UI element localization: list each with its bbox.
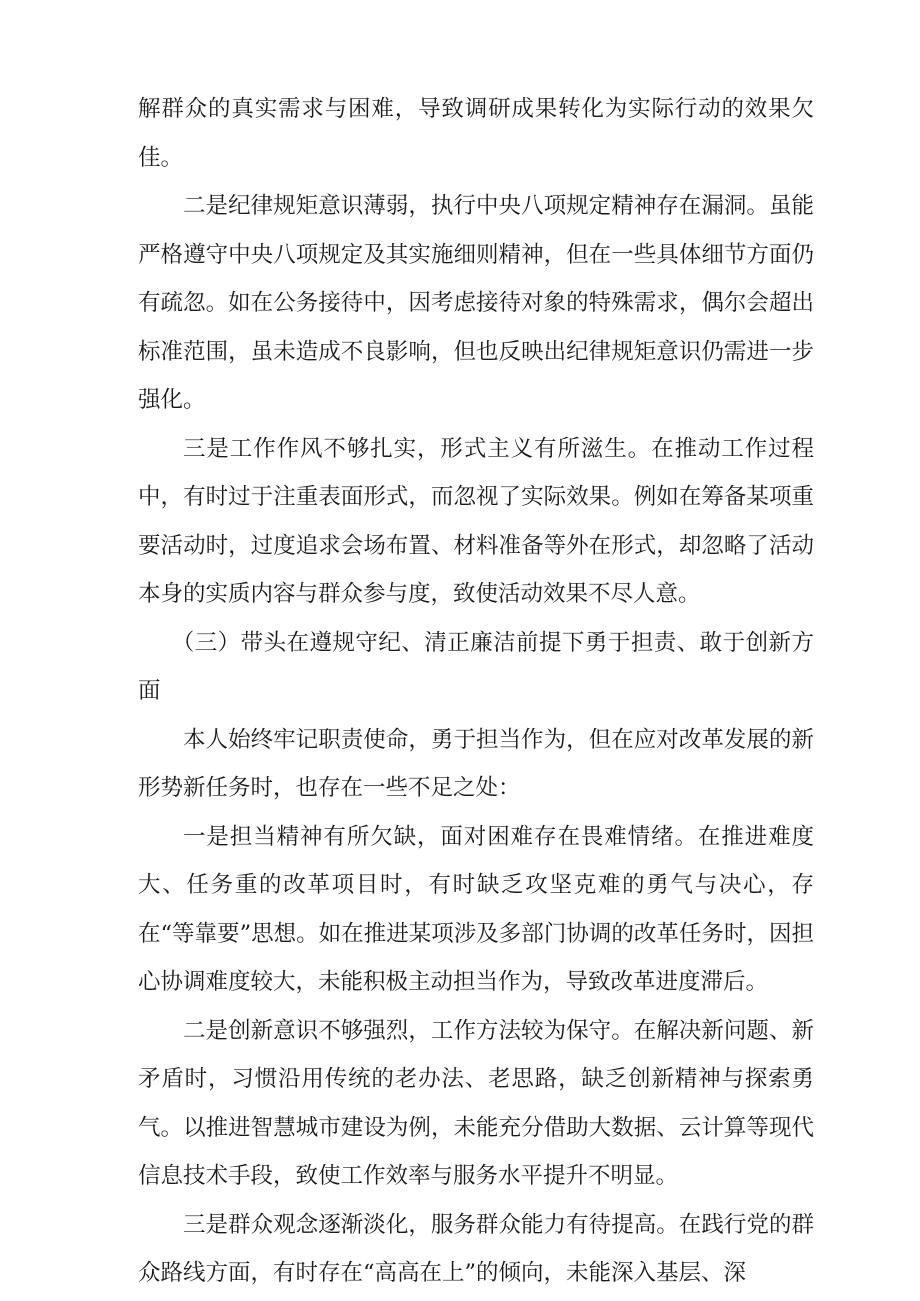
- paragraph-continuation: 解群众的真实需求与困难，导致调研成果转化为实际行动的效果欠佳。: [138, 96, 814, 171]
- section-heading-3: （三）带头在遵规守纪、清正廉洁前提下勇于担责、敢于创新方面: [138, 629, 814, 704]
- document-page: [138, 85, 814, 1298]
- paragraph-discipline: 二是纪律规矩意识薄弱，执行中央八项规定精神存在漏洞。虽能严格遵守中央八项规定及其实施细则精神，但在一些具体细节方面仍有疏忽。如在公务接待中，因考虑接待对象的特殊需求，偶尔会超出标准范围，虽未造成不良影响，但也反映出纪律规矩意识仍需进一步强化。: [138, 193, 814, 413]
- paragraph-work-style: 三是工作作风不够扎实，形式主义有所滋生。在推动工作过程中，有时过于注重表面形式，而忽视了实际效果。例如在筹备某项重要活动时，过度追求会场布置、材料准备等外在形式，却忽略了活动本身的实质内容与群众参与度，致使活动效果不尽人意。: [138, 435, 814, 607]
- paragraph-innovation: 二是创新意识不够强烈，工作方法较为保守。在解决新问题、新矛盾时，习惯沿用传统的老办法、老思路，缺乏创新精神与探索勇气。以推进智慧城市建设为例，未能充分借助大数据、云计算等现代信息技术手段，致使工作效率与服务水平提升不明显。: [138, 1017, 814, 1189]
- paragraph-intro: 本人始终牢记职责使命，勇于担当作为，但在应对改革发展的新形势新任务时，也存在一些不足之处：: [138, 726, 814, 801]
- paragraph-mass-line: 三是群众观念逐渐淡化，服务群众能力有待提高。在践行党的群众路线方面，有时存在“高高在上”的倾向，未能深入基层、深: [138, 1211, 814, 1286]
- paragraph-responsibility: 一是担当精神有所欠缺，面对困难存在畏难情绪。在推进难度大、任务重的改革项目时，有时缺乏攻坚克难的勇气与决心，存在“等靠要”思想。如在推进某项涉及多部门协调的改革任务时，因担心协调难度较大，未能积极主动担当作为，导致改革进度滞后。: [138, 823, 814, 995]
